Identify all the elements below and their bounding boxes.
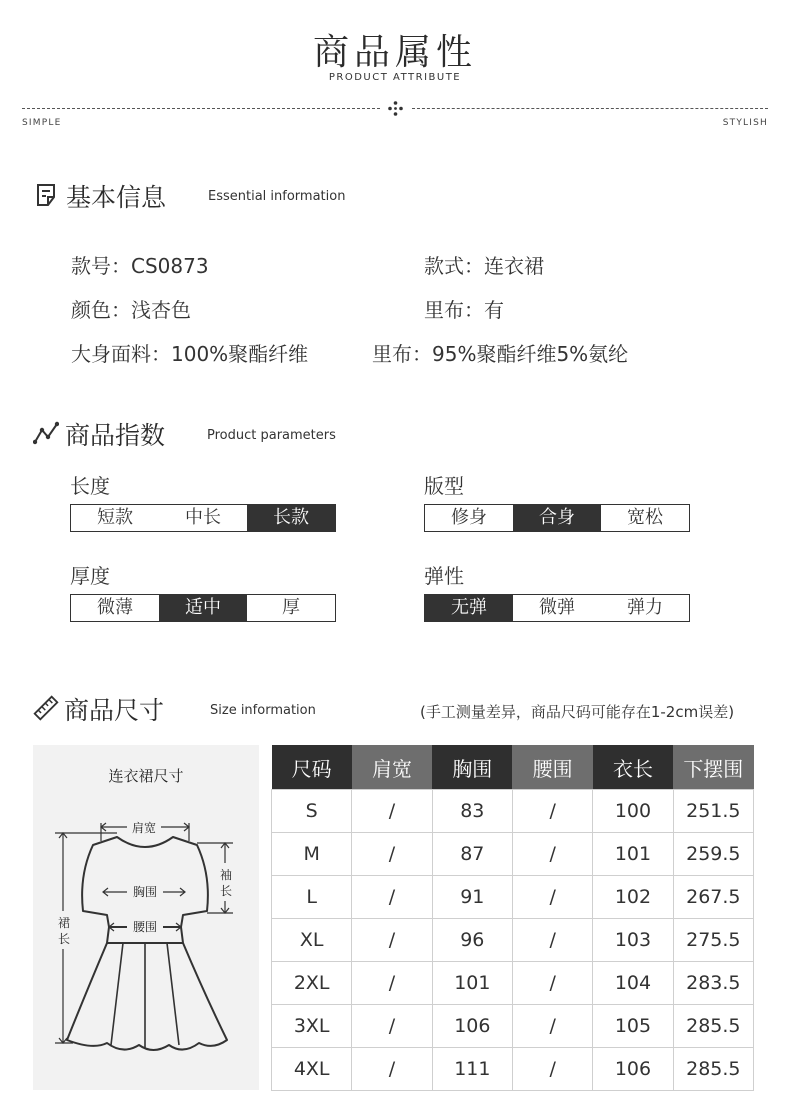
param-scale-length [70,504,336,532]
table-row [272,962,754,1005]
col-header: 衣长 [593,745,673,790]
table-cell: 2XL [272,962,352,1005]
col-header: 下摆围 [673,745,753,790]
param-option: 弹力 [627,597,663,618]
size-table-header [272,745,754,790]
param-scale-elasticity [424,594,690,622]
table-cell: 100 [593,790,673,833]
table-cell: 267.5 [673,876,753,919]
label-sleeve-2: 长 [219,884,233,898]
color-value: 颜色：浅杏色 [71,298,191,322]
table-row [272,833,754,876]
size-table [271,745,754,1091]
table-cell: / [352,919,432,962]
param-scale-fit [424,504,690,532]
table-cell: / [512,790,592,833]
size-note: (手工测量差异，商品尺码可能存在1-2cm误差) [420,703,735,721]
size-figure-title: 连衣裙尺寸 [108,767,184,785]
label-waist: 腰围 [132,920,158,934]
param-option-selected: 长款 [247,505,335,531]
param-label-thickness: 厚度 [70,564,110,588]
table-cell: L [272,876,352,919]
param-option: 中长 [185,507,221,528]
param-option: 修身 [451,507,487,528]
tag-simple: SIMPLE [22,118,62,128]
trend-icon [33,420,59,446]
table-cell: 87 [432,833,512,876]
table-cell: / [512,1048,592,1091]
table-cell: / [512,833,592,876]
table-cell: / [512,962,592,1005]
table-cell: 4XL [272,1048,352,1091]
style-type: 款式：连衣裙 [424,254,544,278]
dress-diagram [33,745,259,1090]
col-header: 胸围 [432,745,512,790]
table-cell: / [352,833,432,876]
style-number: 款号：CS0873 [71,254,209,278]
section-title-params: 商品指数 [65,421,166,450]
table-cell: 105 [593,1005,673,1048]
param-label-elasticity: 弹性 [424,564,464,588]
table-cell: 259.5 [673,833,753,876]
param-option: 微薄 [97,597,133,618]
table-cell: 96 [432,919,512,962]
table-cell: 275.5 [673,919,753,962]
label-chest: 胸围 [132,885,158,899]
param-option: 微弹 [539,597,575,618]
table-cell: 103 [593,919,673,962]
table-row [272,919,754,962]
param-scale-thickness [70,594,336,622]
table-cell: 106 [432,1005,512,1048]
param-option-selected: 合身 [513,505,601,531]
param-option: 厚 [282,597,300,618]
table-cell: 101 [432,962,512,1005]
param-option: 短款 [97,507,133,528]
table-cell: XL [272,919,352,962]
table-cell: 251.5 [673,790,753,833]
table-row [272,876,754,919]
table-cell: 285.5 [673,1048,753,1091]
ornament-icon [387,100,404,117]
section-title-basic: 基本信息 [66,183,167,212]
section-title-size: 商品尺寸 [64,696,165,725]
table-cell: / [352,1005,432,1048]
ruler-icon [33,695,59,721]
lining-value: 里布：有 [424,298,504,322]
col-header: 腰围 [512,745,592,790]
table-cell: / [512,919,592,962]
table-cell: 83 [432,790,512,833]
table-cell: 285.5 [673,1005,753,1048]
col-header: 肩宽 [352,745,432,790]
table-row [272,1005,754,1048]
table-cell: / [352,790,432,833]
header-divider-right [412,108,768,109]
table-cell: 106 [593,1048,673,1091]
col-header: 尺码 [272,745,352,790]
label-shoulder: 肩宽 [131,821,157,835]
table-cell: / [352,962,432,1005]
table-cell: / [512,1005,592,1048]
table-cell: / [352,1048,432,1091]
table-cell: 91 [432,876,512,919]
param-option: 宽松 [627,507,663,528]
table-cell: 102 [593,876,673,919]
page-title: 商品属性 [312,32,477,73]
document-icon [34,182,60,208]
table-cell: M [272,833,352,876]
table-row [272,790,754,833]
table-cell: 111 [432,1048,512,1091]
label-length-1: 裙 [57,916,71,930]
table-cell: / [512,876,592,919]
lining-fabric-value: 里布：95%聚酯纤维5%氨纶 [372,342,629,366]
table-cell: 283.5 [673,962,753,1005]
table-cell: 104 [593,962,673,1005]
table-cell: 101 [593,833,673,876]
section-subtitle-params: Product parameters [207,428,336,443]
table-cell: / [352,876,432,919]
fabric-value: 大身面料：100%聚酯纤维 [71,342,309,366]
table-cell: S [272,790,352,833]
param-option-selected: 适中 [159,595,247,621]
table-cell: 3XL [272,1005,352,1048]
param-label-length: 长度 [70,474,110,498]
param-label-fit: 版型 [424,474,464,498]
param-option-selected: 无弹 [425,595,513,621]
page-subtitle: PRODUCT ATTRIBUTE [328,72,462,83]
table-row [272,1048,754,1091]
section-subtitle-basic: Essential information [208,189,346,204]
section-subtitle-size: Size information [210,703,316,718]
tag-stylish: STYLISH [722,118,768,128]
label-length-2: 长 [57,932,71,946]
header-divider-left [22,108,380,109]
label-sleeve-1: 袖 [219,868,233,882]
